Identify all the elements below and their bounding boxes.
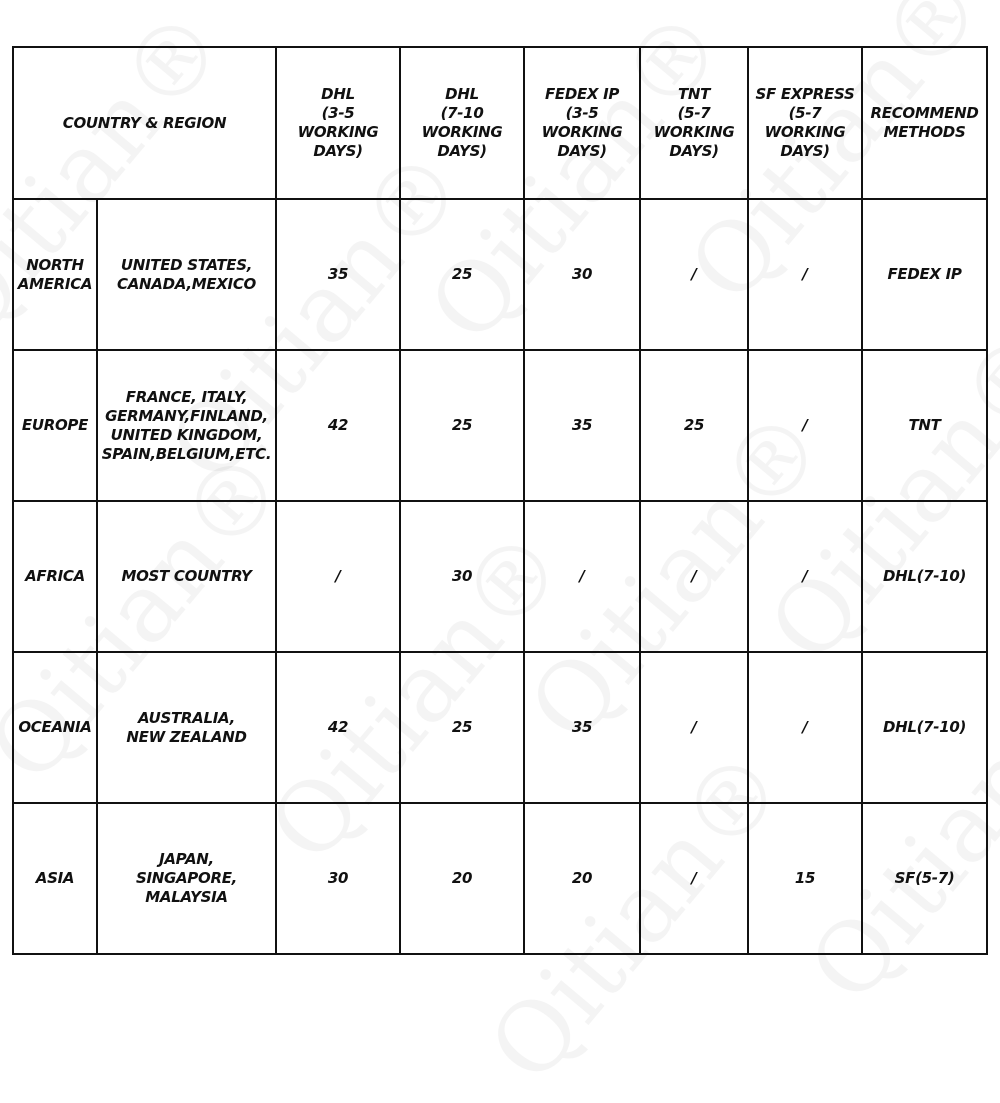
region-cell: OCEANIA bbox=[13, 652, 97, 803]
region-cell: EUROPE bbox=[13, 350, 97, 501]
sf-express-cell: / bbox=[748, 652, 862, 803]
fedex-ip-cell: 35 bbox=[524, 652, 640, 803]
dhl-3-5-cell: / bbox=[276, 501, 400, 652]
dhl-7-10-cell: 25 bbox=[400, 652, 524, 803]
recommend-cell: TNT bbox=[862, 350, 987, 501]
countries-cell: FRANCE, ITALY, GERMANY,FINLAND, UNITED KINGDOM, SPAIN,BELGIUM,ETC. bbox=[97, 350, 276, 501]
header-recommend: RECOMMEND METHODS bbox=[862, 47, 987, 199]
fedex-ip-cell: / bbox=[524, 501, 640, 652]
tnt-cell: / bbox=[640, 501, 748, 652]
region-cell: ASIA bbox=[13, 803, 97, 954]
fedex-ip-cell: 30 bbox=[524, 199, 640, 350]
table-row-north-america bbox=[13, 199, 987, 350]
recommend-cell: FEDEX IP bbox=[862, 199, 987, 350]
shipping-rate-table bbox=[12, 46, 988, 955]
dhl-3-5-cell: 42 bbox=[276, 652, 400, 803]
header-dhl-7-10: DHL (7-10 WORKING DAYS) bbox=[400, 47, 524, 199]
countries-cell: MOST COUNTRY bbox=[97, 501, 276, 652]
sf-express-cell: / bbox=[748, 501, 862, 652]
recommend-cell: SF(5-7) bbox=[862, 803, 987, 954]
dhl-7-10-cell: 30 bbox=[400, 501, 524, 652]
table-row-africa bbox=[13, 501, 987, 652]
tnt-cell: 25 bbox=[640, 350, 748, 501]
header-tnt: TNT (5-7 WORKING DAYS) bbox=[640, 47, 748, 199]
header-sf-express: SF EXPRESS (5-7 WORKING DAYS) bbox=[748, 47, 862, 199]
fedex-ip-cell: 35 bbox=[524, 350, 640, 501]
dhl-3-5-cell: 30 bbox=[276, 803, 400, 954]
dhl-3-5-cell: 35 bbox=[276, 199, 400, 350]
tnt-cell: / bbox=[640, 652, 748, 803]
dhl-3-5-cell: 42 bbox=[276, 350, 400, 501]
sf-express-cell: 15 bbox=[748, 803, 862, 954]
sf-express-cell: / bbox=[748, 350, 862, 501]
countries-cell: JAPAN, SINGAPORE, MALAYSIA bbox=[97, 803, 276, 954]
table-row-europe bbox=[13, 350, 987, 501]
table-row-oceania bbox=[13, 652, 987, 803]
header-dhl-3-5: DHL (3-5 WORKING DAYS) bbox=[276, 47, 400, 199]
region-cell: AFRICA bbox=[13, 501, 97, 652]
dhl-7-10-cell: 25 bbox=[400, 350, 524, 501]
tnt-cell: / bbox=[640, 803, 748, 954]
countries-cell: AUSTRALIA, NEW ZEALAND bbox=[97, 652, 276, 803]
recommend-cell: DHL(7-10) bbox=[862, 652, 987, 803]
dhl-7-10-cell: 25 bbox=[400, 199, 524, 350]
sf-express-cell: / bbox=[748, 199, 862, 350]
fedex-ip-cell: 20 bbox=[524, 803, 640, 954]
recommend-cell: DHL(7-10) bbox=[862, 501, 987, 652]
dhl-7-10-cell: 20 bbox=[400, 803, 524, 954]
header-row bbox=[13, 47, 987, 199]
tnt-cell: / bbox=[640, 199, 748, 350]
header-fedex-ip: FEDEX IP (3-5 WORKING DAYS) bbox=[524, 47, 640, 199]
header-country-region: COUNTRY & REGION bbox=[13, 47, 276, 199]
region-cell: NORTH AMERICA bbox=[13, 199, 97, 350]
table-row-asia bbox=[13, 803, 987, 954]
countries-cell: UNITED STATES, CANADA,MEXICO bbox=[97, 199, 276, 350]
